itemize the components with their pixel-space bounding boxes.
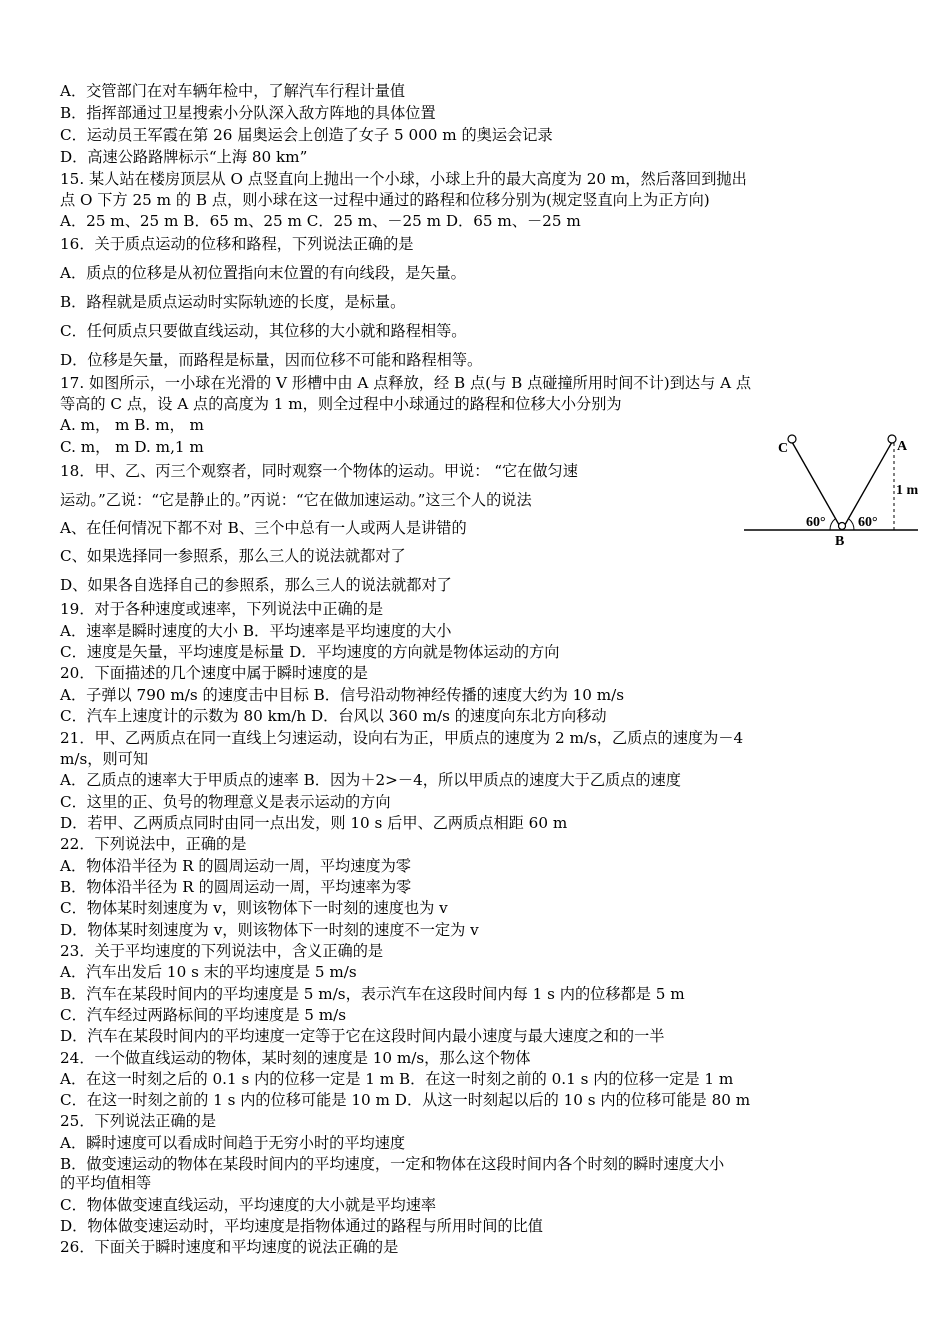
question-16-stem: 16．关于质点运动的位移和路程，下列说法正确的是 <box>60 235 414 253</box>
question-24-options-cd: C．在这一时刻之前的 1 s 内的位移可能是 10 m D．从这一时刻起以后的 10 s 内的位移可能是 80 m <box>60 1091 751 1109</box>
question-19-options-cd: C．速度是矢量，平均速度是标量 D．平均速度的方向就是物体运动的方向 <box>60 643 560 661</box>
question-25-option-c: C．物体做变速直线运动，平均速度的大小就是平均速率 <box>60 1196 437 1214</box>
label-a: A <box>897 439 908 454</box>
option-b-line: B．指挥部通过卫星搜索小分队深入敌方阵地的具体位置 <box>60 104 436 122</box>
label-b: B <box>835 534 845 549</box>
question-23-option-a: A．汽车出发后 10 s 末的平均速度是 5 m/s <box>60 963 357 981</box>
question-16-option-a: A．质点的位移是从初位置指向末位置的有向线段，是矢量。 <box>60 264 466 282</box>
question-18-option-c: C、如果选择同一参照系，那么三人的说法就都对了 <box>60 547 406 565</box>
ball-at-c <box>788 435 796 443</box>
question-16-option-c: C．任何质点只要做直线运动，其位移的大小就和路程相等。 <box>60 322 467 340</box>
question-18-option-d: D、如果各自选择自己的参照系，那么三人的说法就都对了 <box>60 576 452 594</box>
question-16-option-b: B．路程就是质点运动时实际轨迹的长度，是标量。 <box>60 293 406 311</box>
question-25-option-b: B．做变速运动的物体在某段时间内的平均速度，一定和物体在这段时间内各个时刻的瞬时速度大小 <box>60 1155 725 1173</box>
question-18-stem: 18．甲、乙、丙三个观察者，同时观察一个物体的运动。甲说： “它在做匀速 <box>60 462 578 480</box>
question-17-stem: 17. 如图所示，一小球在光滑的 V 形槽中由 A 点释放，经 B 点(与 B 点碰撞所用时间不计)到达与 A 点 <box>60 374 752 392</box>
option-c-line: C．运动员王军霞在第 26 届奥运会上创造了女子 5 000 m 的奥运会记录 <box>60 126 553 144</box>
question-22-option-d: D．物体某时刻速度为 v，则该物体下一时刻的速度不一定为 v <box>60 921 479 939</box>
question-23-stem: 23．关于平均速度的下列说法中，含义正确的是 <box>60 942 384 960</box>
question-21-option-d: D．若甲、乙两质点同时由同一点出发，则 10 s 后甲、乙两质点相距 60 m <box>60 814 568 832</box>
angle-arc-right <box>849 519 854 530</box>
question-21-options-ab: A．乙质点的速率大于甲质点的速率 B．因为＋2>－4，所以甲质点的速度大于乙质点的速度 <box>60 771 681 789</box>
angle-arc-left <box>830 519 835 530</box>
question-19-options-ab: A．速率是瞬时速度的大小 B．平均速率是平均速度的大小 <box>60 622 452 640</box>
question-24-options-ab: A．在这一时刻之后的 0.1 s 内的位移一定是 1 m B．在这一时刻之前的 0.1 s 内的位移一定是 1 m <box>60 1070 734 1088</box>
question-18-stem-cont: 运动。”乙说：“它是静止的。”丙说：“它在做加速运动。”这三个人的说法 <box>60 491 532 509</box>
option-d-line: D．高速公路路牌标示“上海 80 km” <box>60 148 308 166</box>
angle-left-label: 60° <box>806 515 826 530</box>
question-15-stem-cont: 点 O 下方 25 m 的 B 点，则小球在这一过程中通过的路程和位移分别为(规定竖直向上为正方向) <box>60 191 710 209</box>
question-22-option-b: B．物体沿半径为 R 的圆周运动一周，平均速率为零 <box>60 878 412 896</box>
question-18-option-ab: A、在任何情况下都不对 B、三个中总有一人或两人是讲错的 <box>60 519 467 537</box>
question-25-option-d: D．物体做变速运动时，平均速度是指物体通过的路程与所用时间的比值 <box>60 1217 543 1235</box>
question-26-stem: 26．下面关于瞬时速度和平均速度的说法正确的是 <box>60 1238 399 1256</box>
height-label: 1 m <box>896 483 919 498</box>
question-17-options-ab: A. m， m B. m， m <box>60 416 204 434</box>
label-c: C <box>778 441 789 456</box>
question-22-option-c: C．物体某时刻速度为 v，则该物体下一时刻的速度也为 v <box>60 899 448 917</box>
question-23-option-b: B．汽车在某段时间内的平均速度是 5 m/s，表示汽车在这段时间内每 1 s 内的位移都是 5 m <box>60 985 685 1003</box>
question-16-option-d: D．位移是矢量，而路程是标量，因而位移不可能和路程相等。 <box>60 351 483 369</box>
question-15-options: A．25 m、25 m B．65 m、25 m C．25 m、－25 m D．65 m、－25 m <box>60 212 581 230</box>
question-22-option-a: A．物体沿半径为 R 的圆周运动一周，平均速度为零 <box>60 857 411 875</box>
ball-at-a <box>888 435 896 443</box>
question-21-stem: 21．甲、乙两质点在同一直线上匀速运动，设向右为正，甲质点的速度为 2 m/s，乙质点的速度为－4 <box>60 729 744 747</box>
angle-right-label: 60° <box>858 515 878 530</box>
question-20-options-ab: A．子弹以 790 m/s 的速度击中目标 B．信号沿动物神经传播的速度大约为 10 m/s <box>60 686 625 704</box>
question-22-stem: 22．下列说法中，正确的是 <box>60 835 247 853</box>
question-17-stem-cont: 等高的 C 点，设 A 点的高度为 1 m，则全过程中小球通过的路程和位移大小分别为 <box>60 395 622 413</box>
question-23-option-d: D．汽车在某段时间内的平均速度一定等于它在这段时间内最小速度与最大速度之和的一半 <box>60 1027 665 1045</box>
question-21-stem-cont: m/s，则可知 <box>60 750 149 768</box>
question-17-options-cd: C. m， m D. m,1 m <box>60 438 204 456</box>
question-15-stem: 15. 某人站在楼房顶层从 O 点竖直向上抛出一个小球，小球上升的最大高度为 20 m，然后落回到抛出 <box>60 170 747 188</box>
question-21-option-c: C．这里的正、负号的物理意义是表示运动的方向 <box>60 793 391 811</box>
question-19-stem: 19．对于各种速度或速率，下列说法中正确的是 <box>60 600 384 618</box>
question-20-options-cd: C．汽车上速度计的示数为 80 km/h D．台风以 360 m/s 的速度向东北方向移动 <box>60 707 607 725</box>
question-25-option-b-cont: 的平均值相等 <box>60 1174 152 1192</box>
question-24-stem: 24．一个做直线运动的物体，某时刻的速度是 10 m/s，那么这个物体 <box>60 1049 531 1067</box>
question-20-stem: 20．下面描述的几个速度中属于瞬时速度的是 <box>60 664 368 682</box>
question-25-stem: 25．下列说法正确的是 <box>60 1112 217 1130</box>
ball-at-b <box>839 523 846 530</box>
question-25-option-a: A．瞬时速度可以看成时间趋于无穷小时的平均速度 <box>60 1134 406 1152</box>
question-23-option-c: C．汽车经过两路标间的平均速度是 5 m/s <box>60 1006 347 1024</box>
v-groove-figure <box>740 428 920 550</box>
option-a-line: A．交管部门在对车辆年检中，了解汽车行程计量值 <box>60 82 406 100</box>
